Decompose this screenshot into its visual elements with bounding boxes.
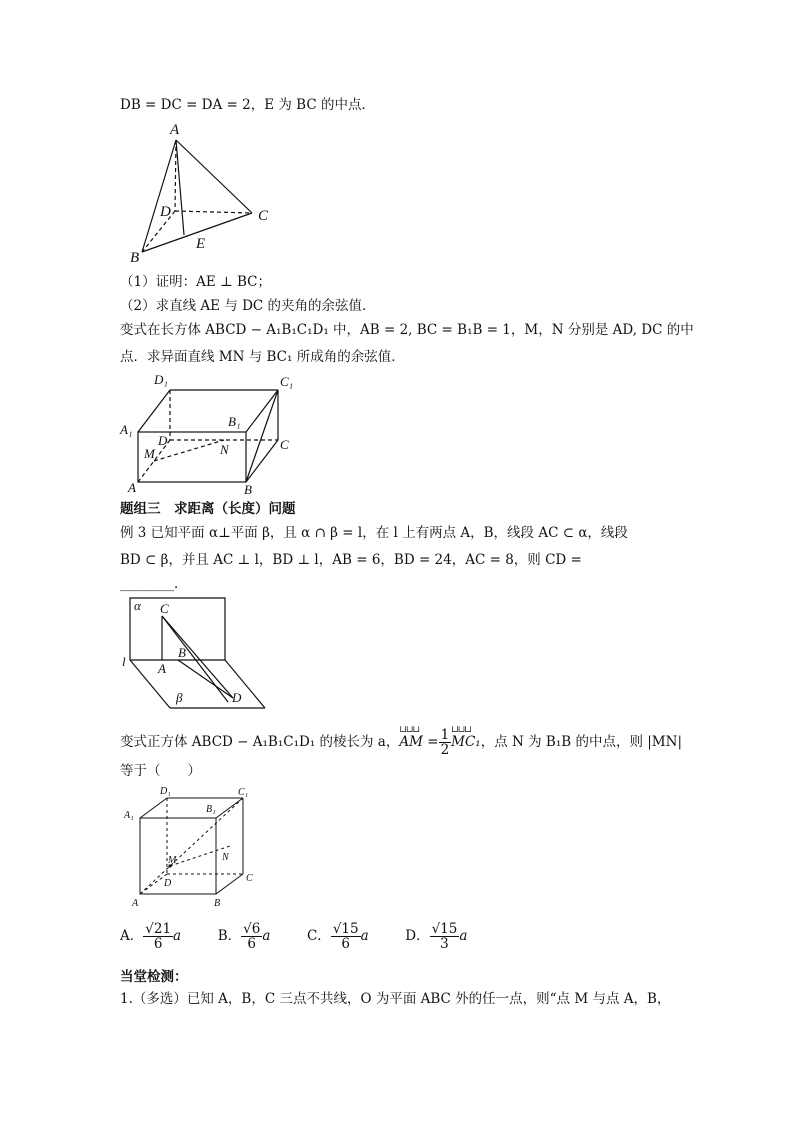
label-C: C: [280, 437, 289, 452]
variant-1-line-b: 点．求异面直线 MN 与 BC₁ 所成角的余弦值．: [120, 349, 405, 365]
label-A1: A₁: [120, 422, 133, 437]
check-question-1: 1.（多选）已知 A，B，C 三点不共线，O 为平面 ABC 外的任一点，则“点 M 与点 A，B，: [120, 991, 671, 1007]
label-D: D: [160, 204, 171, 220]
label-alpha: α: [134, 598, 141, 613]
box-figure: [120, 372, 310, 497]
variant-2-line-a: 变式正方体 ABCD − A₁B₁C₁D₁ 的棱长为 a，⊔⊔⊔ AM = $\frac{1}{2}$ ⊔⊔⊔ MC₁，点 N 为 B₁B 的中点，则 |MN|: [120, 728, 682, 757]
label-M: M: [144, 446, 155, 461]
label-beta: β: [176, 690, 183, 705]
variant-1-line-a: 变式在长方体 ABCD − A₁B₁C₁D₁ 中，AB = 2, BC = B₁B = 1，M，N 分别是 AD, DC 的中: [120, 322, 694, 338]
label-A1: A₁: [124, 810, 134, 821]
section-heading: 题组三 求距离（长度）问题: [120, 501, 296, 517]
label-B: B: [244, 482, 252, 497]
answer-blank: ________．: [120, 576, 188, 592]
label-B: B: [130, 250, 140, 266]
label-B: B: [214, 898, 221, 909]
planes-figure: [120, 596, 280, 712]
label-C1: C₁: [238, 787, 249, 798]
option-a[interactable]: A． $\frac{√21}{6}$ a: [120, 921, 182, 952]
label-D: D: [158, 433, 168, 448]
example-3-line-b: BD ⊂ β，并且 AC ⊥ l，BD ⊥ l，AB = 6，BD = 24，AC = 8，则 CD =: [120, 552, 582, 568]
label-D1: D₁: [154, 372, 168, 387]
label-A: A: [132, 898, 139, 909]
label-B1: B₁: [228, 414, 241, 429]
label-A: A: [128, 480, 136, 495]
example-3-line-a: 例 3 已知平面 α⊥平面 β，且 α ∩ β = l，在 l 上有两点 A，B，线段 AC ⊂ α，线段: [120, 525, 628, 541]
label-N: N: [220, 442, 229, 457]
variant-2-line-b: 等于（ ）: [120, 763, 201, 779]
answer-options: [120, 922, 467, 951]
check-heading: 当堂检测：: [120, 969, 188, 985]
cube-figure: [120, 784, 270, 914]
tetrahedron-figure: [120, 118, 280, 268]
option-c[interactable]: C． $\frac{√15}{6}$ a: [306, 921, 369, 952]
label-E: E: [196, 236, 206, 252]
label-C1: C₁: [280, 374, 294, 389]
label-C: C: [258, 208, 269, 224]
label-N: N: [222, 852, 229, 863]
option-d[interactable]: D． $\frac{√15}{3}$ a: [405, 921, 468, 952]
label-C: C: [160, 601, 169, 616]
label-C: C: [246, 873, 253, 884]
label-B1: B₁: [206, 804, 216, 815]
label-A: A: [170, 122, 180, 138]
question-1: （1）证明：AE ⊥ BC；: [120, 274, 271, 290]
label-A: A: [158, 661, 166, 676]
label-D: D: [164, 878, 172, 889]
label-B: B: [178, 645, 186, 660]
label-l: l: [122, 654, 126, 669]
text-line: DB = DC = DA = 2，E 为 BC 的中点．: [120, 97, 375, 113]
question-2: （2）求直线 AE 与 DC 的夹角的余弦值．: [120, 298, 376, 314]
label-M: M: [168, 855, 177, 866]
label-D: D: [232, 690, 242, 705]
option-b[interactable]: B． $\frac{√6}{6}$ a: [217, 921, 271, 952]
label-D1: D₁: [160, 786, 171, 797]
